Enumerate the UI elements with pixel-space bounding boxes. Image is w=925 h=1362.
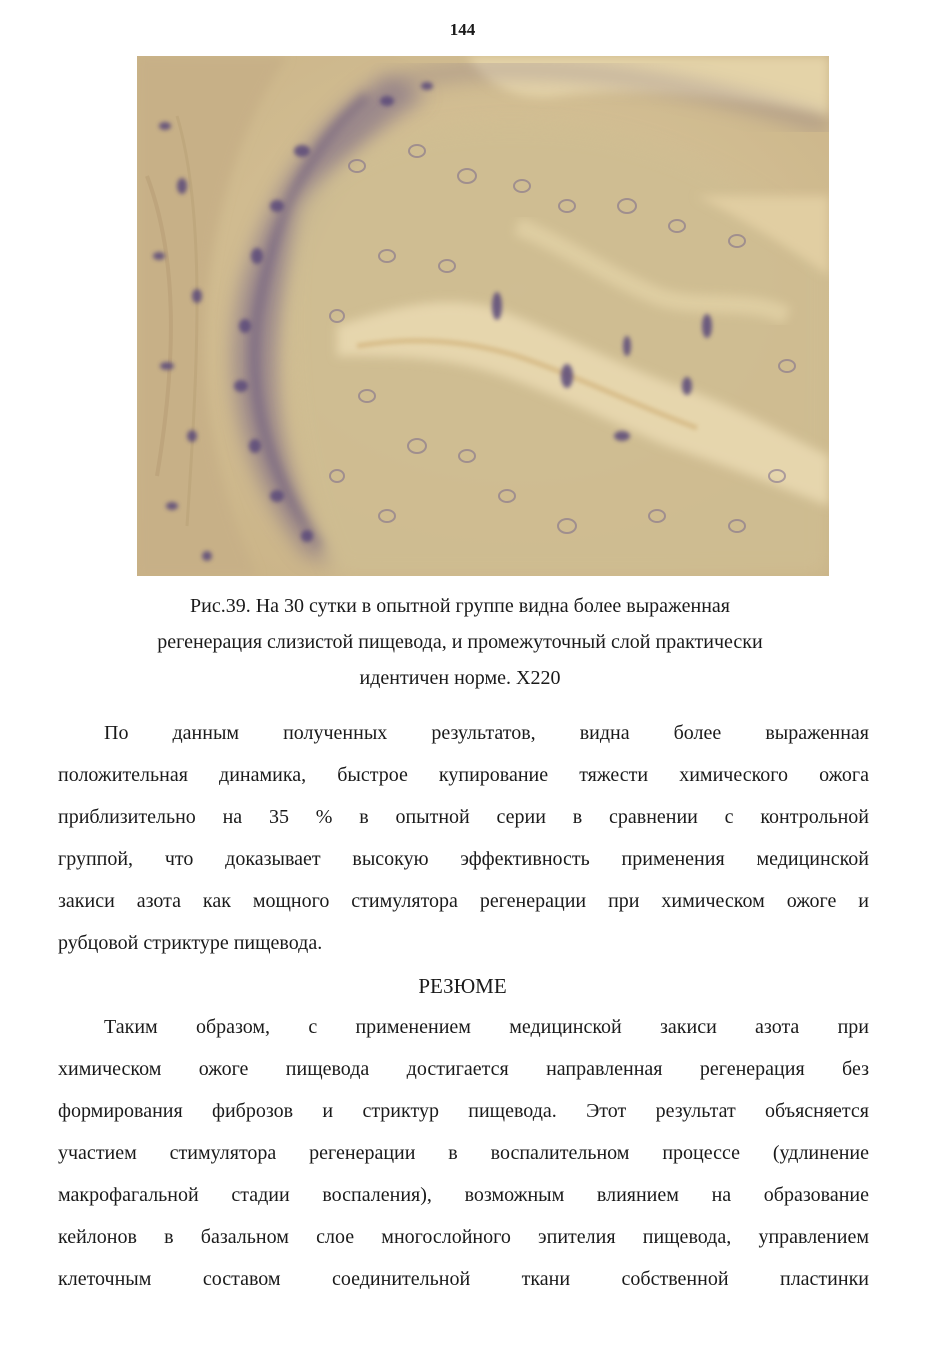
paragraph-line: положительная динамика, быстрое купирование тяжести химического ожога (58, 764, 869, 786)
paragraph-line: группой, что доказывает высокую эффективность применения медицинской (58, 848, 869, 870)
paragraph-line: химическом ожоге пищевода достигается направленная регенерация без (58, 1058, 869, 1080)
paragraph-line: рубцовой стриктуре пищевода. (58, 932, 323, 954)
paragraph-line: макрофагальной стадии воспаления), возможным влиянием на образование (58, 1184, 869, 1206)
caption-line: идентичен норме. Х220 (359, 667, 561, 689)
paragraph-line: закиси азота как мощного стимулятора регенерации при химическом ожоге и (58, 890, 869, 912)
histology-figure (137, 56, 829, 576)
paragraph-line: По данным полученных результатов, видна более выраженная (104, 722, 869, 744)
summary-paragraph (58, 1006, 869, 1300)
paragraph-line: приблизительно на 35 % в опытной серии в сравнении с контрольной (58, 806, 869, 828)
paragraph-line: клеточным составом соединительной ткани собственной пластинки (58, 1268, 869, 1290)
paragraph-line: кейлонов в базальном слое многослойного эпителия пищевода, управлением (58, 1226, 869, 1248)
paragraph-line: участием стимулятора регенерации в воспалительном процессе (удлинение (58, 1142, 869, 1164)
page-number: 144 (449, 20, 476, 39)
histology-micrograph (137, 56, 829, 576)
caption-line: Рис.39. На 30 сутки в опытной группе видна более выраженная (190, 595, 730, 617)
caption-line: регенерация слизистой пищевода, и промежуточный слой практически (157, 631, 763, 653)
paragraph-line: Таким образом, с применением медицинской закиси азота при (104, 1016, 869, 1038)
section-heading: РЕЗЮМЕ (418, 974, 507, 998)
paragraph-line: формирования фиброзов и стриктур пищевода. Этот результат объясняется (58, 1100, 869, 1122)
figure-caption (60, 588, 860, 696)
results-paragraph (58, 712, 869, 964)
